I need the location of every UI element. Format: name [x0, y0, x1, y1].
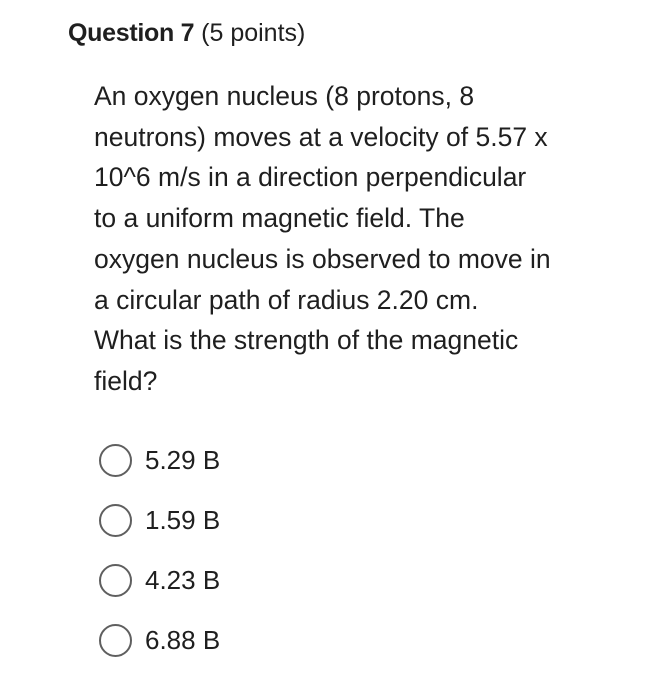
- answer-option-label: 6.88 B: [145, 625, 221, 655]
- radio-button[interactable]: [99, 504, 132, 537]
- question-text-line: What is the strength of the magnetic: [94, 325, 519, 356]
- answer-option-label: 5.29 B: [145, 445, 221, 475]
- radio-button[interactable]: [99, 564, 132, 597]
- question-text-line: An oxygen nucleus (8 protons, 8: [94, 81, 475, 111]
- question-text-line: neutrons) moves at a velocity of 5.57 x: [94, 121, 548, 152]
- question-text-line: oxygen nucleus is observed to move in: [94, 243, 551, 274]
- answer-option-2[interactable]: [99, 500, 220, 540]
- question-number: Question 7: [68, 19, 195, 47]
- radio-button[interactable]: [99, 624, 132, 657]
- answer-option-1[interactable]: [99, 440, 220, 480]
- answer-option-label: 4.23 B: [145, 565, 221, 595]
- question-points: (5 points): [201, 19, 306, 47]
- answer-options: [99, 440, 220, 680]
- answer-option-4[interactable]: [99, 620, 220, 660]
- question-text-line: a circular path of radius 2.20 cm.: [94, 284, 479, 315]
- answer-option-label: 1.59 B: [145, 505, 221, 535]
- radio-button[interactable]: [99, 444, 132, 477]
- question-text-line: 10^6 m/s in a direction perpendicular: [94, 162, 527, 193]
- question-header: [68, 15, 305, 51]
- question-text-line: field?: [94, 365, 158, 396]
- answer-option-3[interactable]: [99, 560, 220, 600]
- question-text: [94, 76, 614, 402]
- question-text-line: to a uniform magnetic field. The: [94, 203, 465, 234]
